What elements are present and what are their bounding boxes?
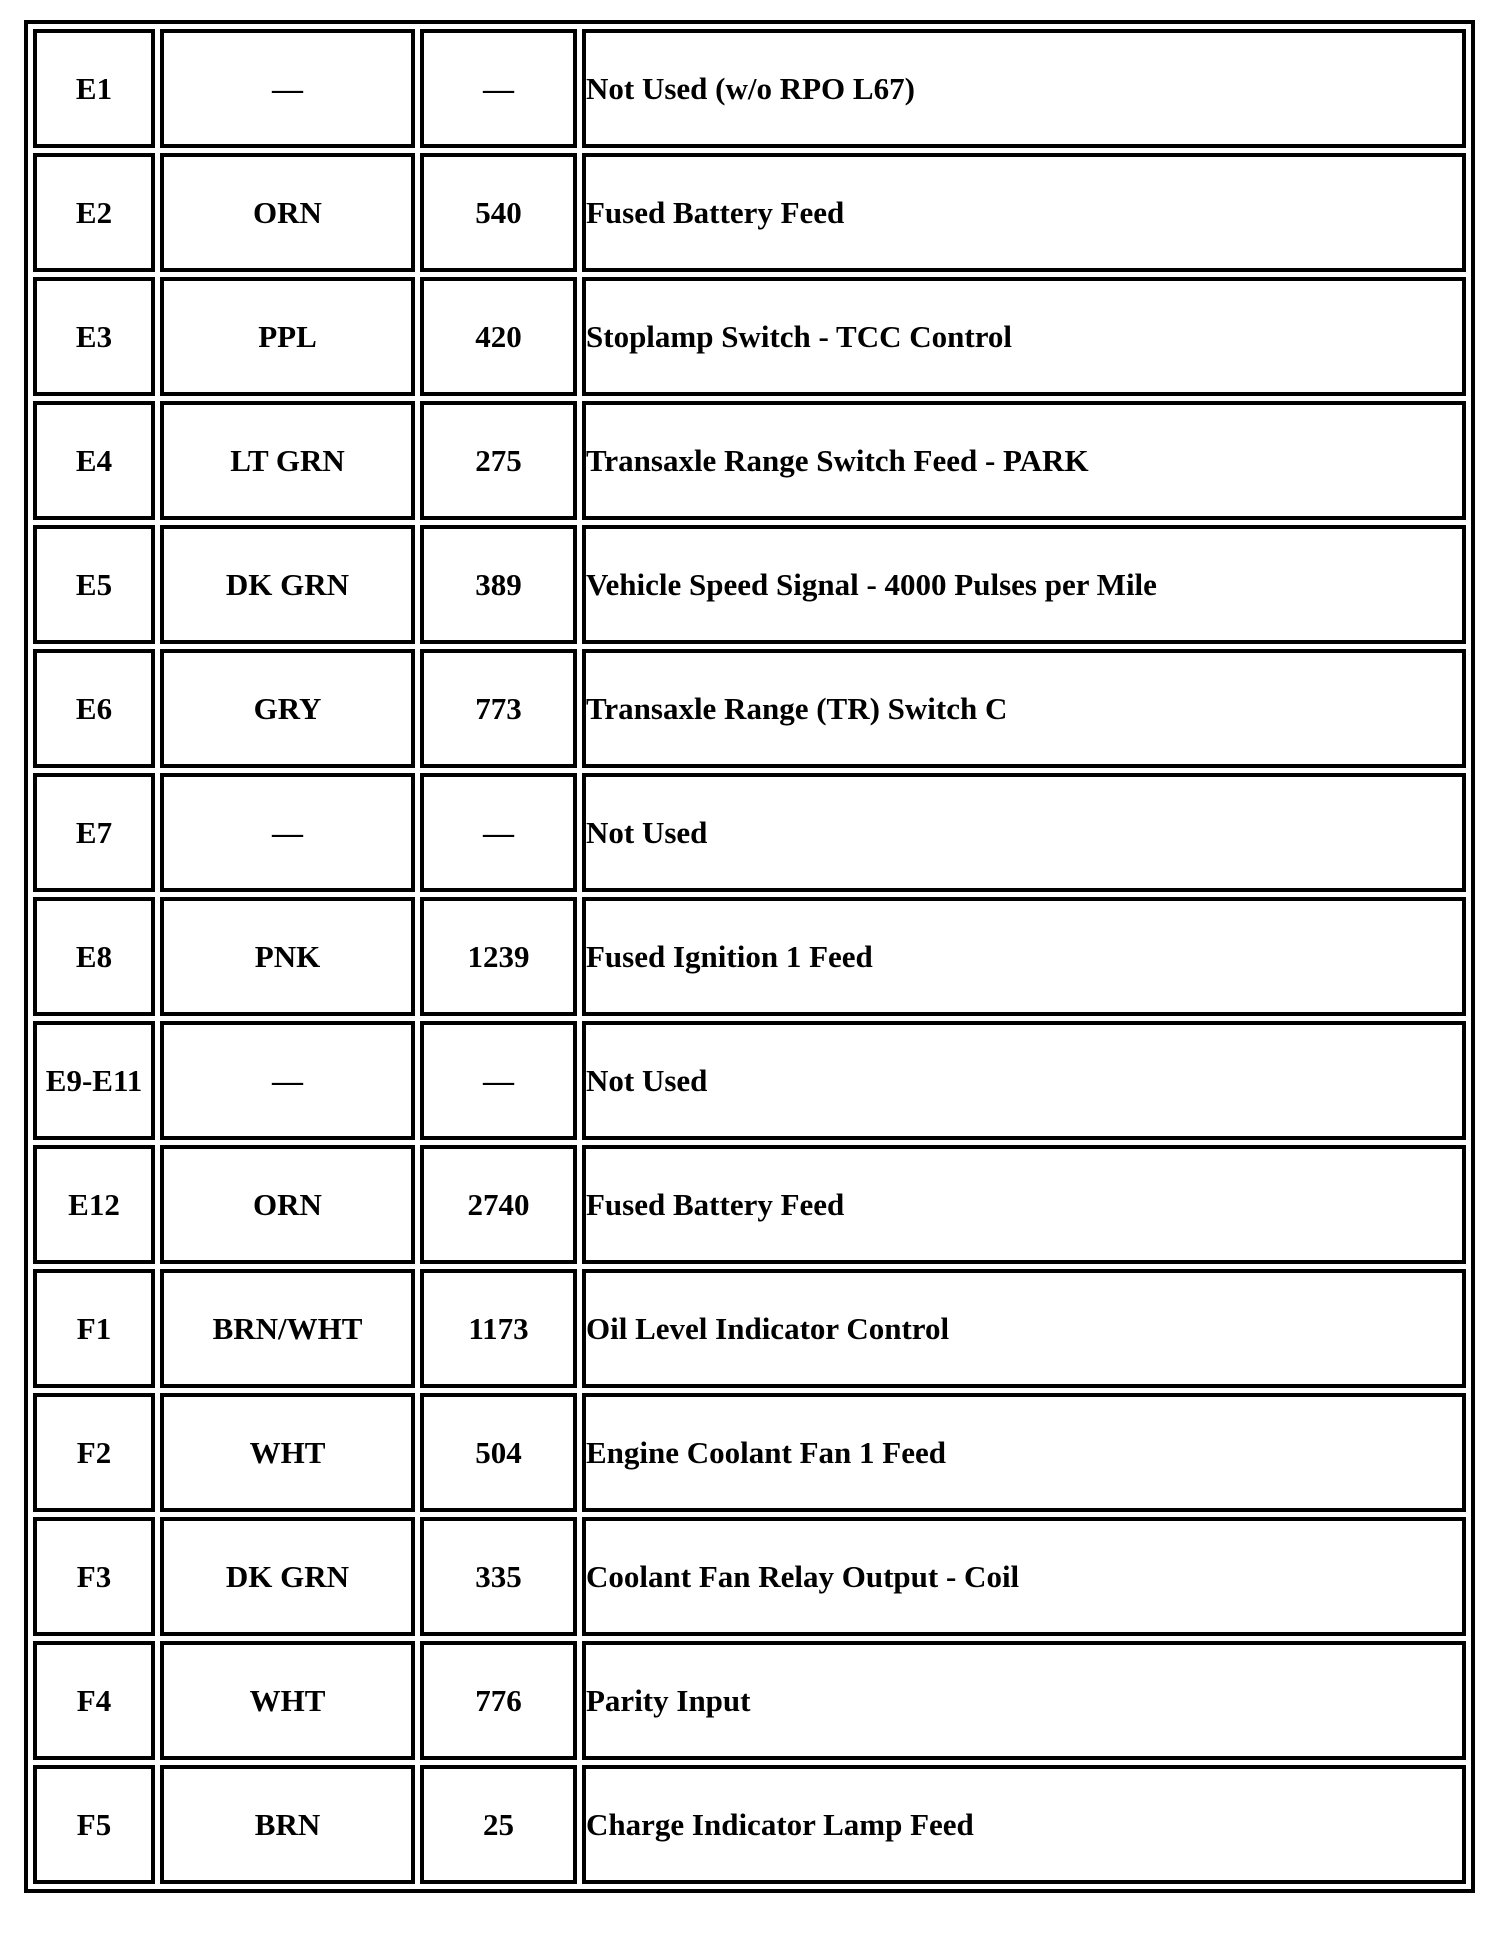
wire-color-cell: ORN xyxy=(160,153,415,272)
circuit-number-cell: — xyxy=(420,29,577,148)
function-cell: Fused Ignition 1 Feed xyxy=(582,897,1466,1016)
wire-color-cell: PPL xyxy=(160,277,415,396)
circuit-number-cell: — xyxy=(420,773,577,892)
pin-cell: F3 xyxy=(33,1517,155,1636)
connector-pinout-table-container xyxy=(24,20,1475,1893)
wire-color-cell: BRN xyxy=(160,1765,415,1884)
table-row xyxy=(33,277,1466,396)
circuit-number-cell: 1239 xyxy=(420,897,577,1016)
function-cell: Not Used xyxy=(582,1021,1466,1140)
pin-cell: E3 xyxy=(33,277,155,396)
circuit-number-cell: 389 xyxy=(420,525,577,644)
wire-color-cell: ORN xyxy=(160,1145,415,1264)
wire-color-cell: — xyxy=(160,773,415,892)
table-row xyxy=(33,153,1466,272)
function-cell: Fused Battery Feed xyxy=(582,1145,1466,1264)
pin-cell: F5 xyxy=(33,1765,155,1884)
table-row xyxy=(33,1765,1466,1884)
wire-color-cell: DK GRN xyxy=(160,525,415,644)
pin-cell: E6 xyxy=(33,649,155,768)
circuit-number-cell: 25 xyxy=(420,1765,577,1884)
table-row xyxy=(33,649,1466,768)
pin-cell: E12 xyxy=(33,1145,155,1264)
wire-color-cell: — xyxy=(160,1021,415,1140)
circuit-number-cell: 2740 xyxy=(420,1145,577,1264)
table-row xyxy=(33,1269,1466,1388)
table-row xyxy=(33,401,1466,520)
table-row xyxy=(33,1517,1466,1636)
pin-cell: E7 xyxy=(33,773,155,892)
pin-cell: E4 xyxy=(33,401,155,520)
pin-cell: E2 xyxy=(33,153,155,272)
function-cell: Not Used xyxy=(582,773,1466,892)
function-cell: Oil Level Indicator Control xyxy=(582,1269,1466,1388)
function-cell: Vehicle Speed Signal - 4000 Pulses per Mile xyxy=(582,525,1466,644)
circuit-number-cell: 275 xyxy=(420,401,577,520)
function-cell: Stoplamp Switch - TCC Control xyxy=(582,277,1466,396)
pin-cell: E5 xyxy=(33,525,155,644)
table-row xyxy=(33,773,1466,892)
wire-color-cell: DK GRN xyxy=(160,1517,415,1636)
function-cell: Fused Battery Feed xyxy=(582,153,1466,272)
circuit-number-cell: 1173 xyxy=(420,1269,577,1388)
table-row xyxy=(33,1145,1466,1264)
pin-cell: E8 xyxy=(33,897,155,1016)
circuit-number-cell: 420 xyxy=(420,277,577,396)
pin-cell: F4 xyxy=(33,1641,155,1760)
function-cell: Transaxle Range Switch Feed - PARK xyxy=(582,401,1466,520)
function-cell: Coolant Fan Relay Output - Coil xyxy=(582,1517,1466,1636)
function-cell: Parity Input xyxy=(582,1641,1466,1760)
wire-color-cell: — xyxy=(160,29,415,148)
connector-pinout-table xyxy=(24,20,1475,1893)
wire-color-cell: LT GRN xyxy=(160,401,415,520)
circuit-number-cell: — xyxy=(420,1021,577,1140)
circuit-number-cell: 335 xyxy=(420,1517,577,1636)
pin-cell: E1 xyxy=(33,29,155,148)
circuit-number-cell: 776 xyxy=(420,1641,577,1760)
table-row xyxy=(33,29,1466,148)
function-cell: Transaxle Range (TR) Switch C xyxy=(582,649,1466,768)
wire-color-cell: GRY xyxy=(160,649,415,768)
table-body xyxy=(33,29,1466,1884)
table-row xyxy=(33,1021,1466,1140)
table-row xyxy=(33,1641,1466,1760)
function-cell: Not Used (w/o RPO L67) xyxy=(582,29,1466,148)
function-cell: Charge Indicator Lamp Feed xyxy=(582,1765,1466,1884)
table-row xyxy=(33,525,1466,644)
wire-color-cell: WHT xyxy=(160,1393,415,1512)
circuit-number-cell: 540 xyxy=(420,153,577,272)
pin-cell: F2 xyxy=(33,1393,155,1512)
pin-cell: F1 xyxy=(33,1269,155,1388)
circuit-number-cell: 504 xyxy=(420,1393,577,1512)
table-row xyxy=(33,1393,1466,1512)
pin-cell: E9-E11 xyxy=(33,1021,155,1140)
wire-color-cell: BRN/WHT xyxy=(160,1269,415,1388)
wire-color-cell: WHT xyxy=(160,1641,415,1760)
table-row xyxy=(33,897,1466,1016)
wire-color-cell: PNK xyxy=(160,897,415,1016)
function-cell: Engine Coolant Fan 1 Feed xyxy=(582,1393,1466,1512)
circuit-number-cell: 773 xyxy=(420,649,577,768)
